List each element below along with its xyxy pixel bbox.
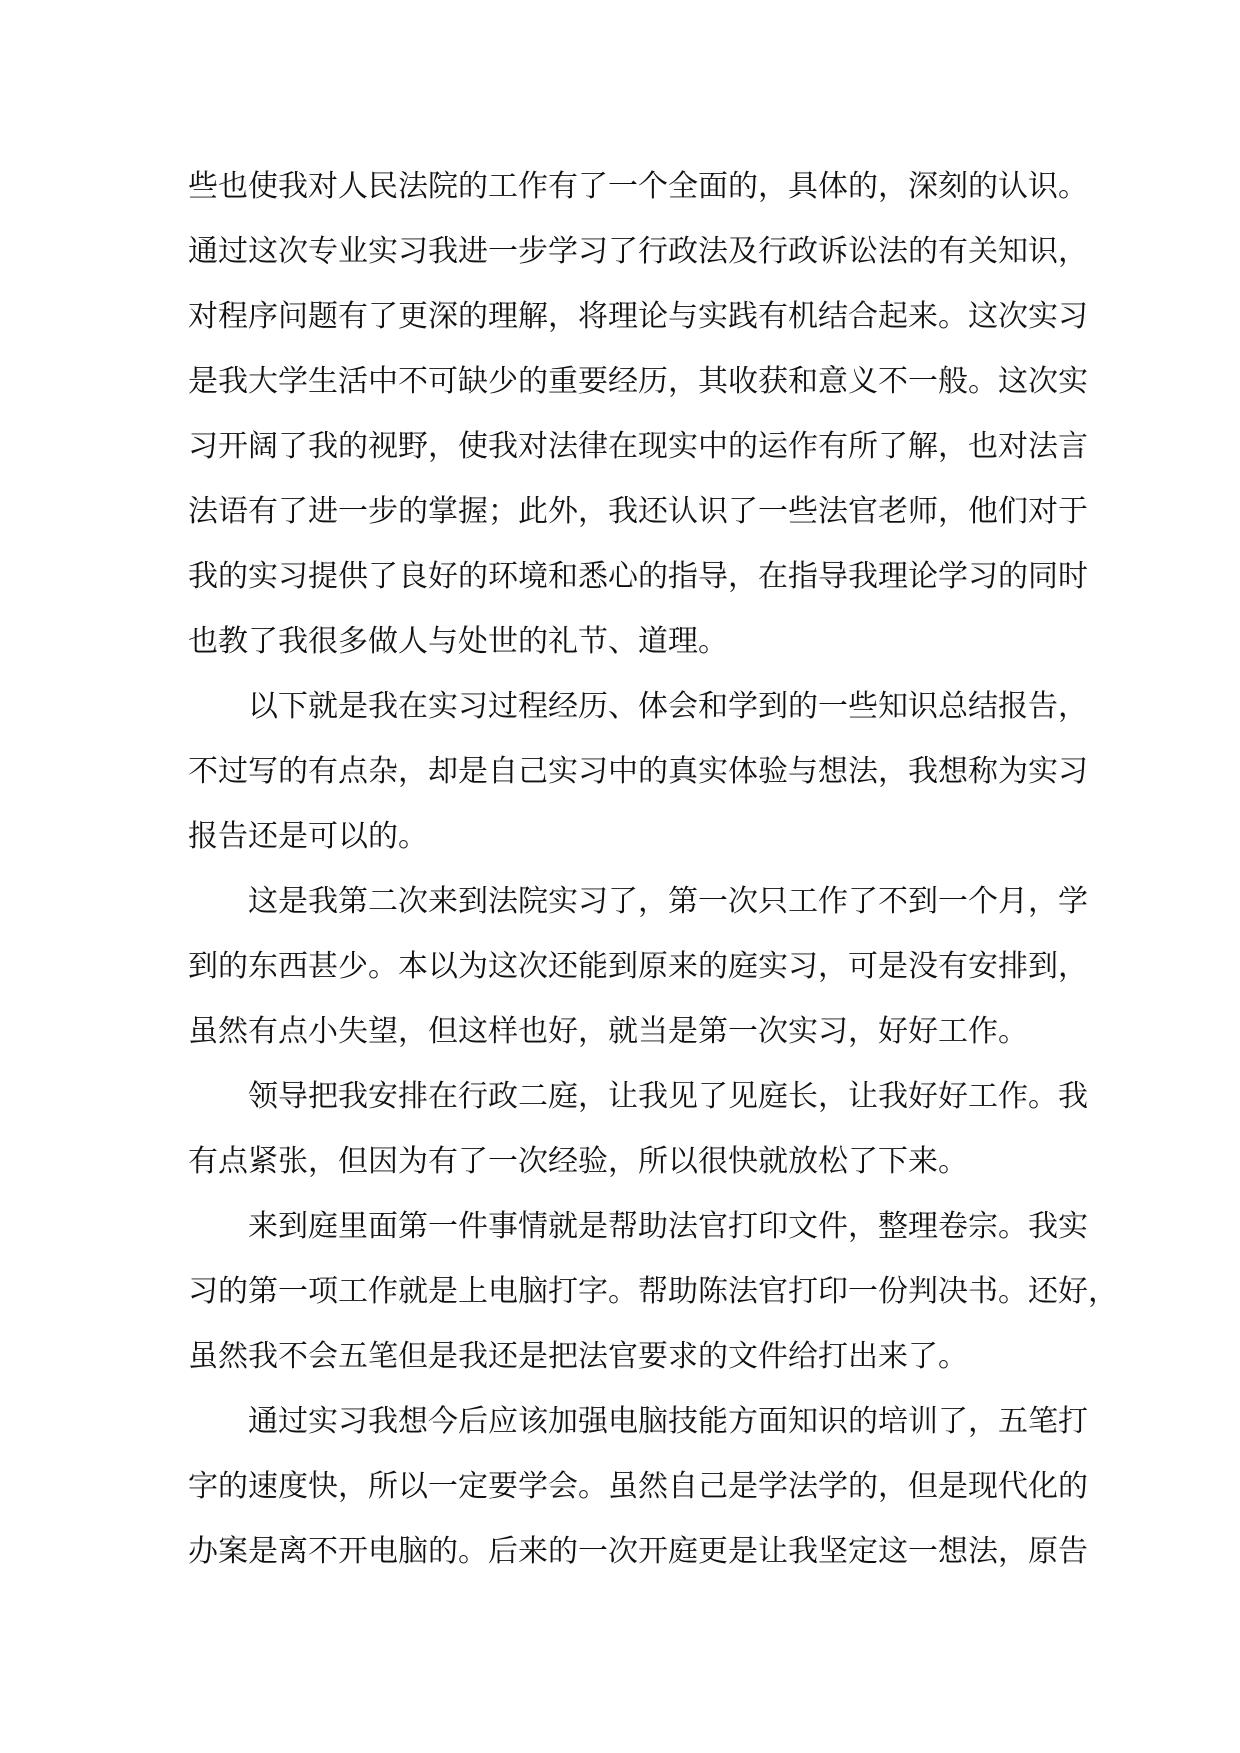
text-line: 字的速度快，所以一定要学会。虽然自己是学法学的，但是现代化的	[188, 1469, 1088, 1504]
text-line: 办案是离不开电脑的。后来的一次开庭更是让我坚定这一想法，原告	[188, 1534, 1088, 1569]
text-line: 到的东西甚少。本以为这次还能到原来的庭实习，可是没有安排到，	[188, 949, 1088, 984]
paragraph-first-line: 领导把我安排在行政二庭，让我见了见庭长，让我好好工作。我	[248, 1079, 1088, 1114]
text-line: 也教了我很多做人与处世的礼节、道理。	[188, 624, 728, 659]
paragraph-first-line: 来到庭里面第一件事情就是帮助法官打印文件，整理卷宗。我实	[248, 1209, 1088, 1244]
text-line: 虽然我不会五笔但是我还是把法官要求的文件给打出来了。	[188, 1339, 968, 1374]
text-line: 对程序问题有了更深的理解，将理论与实践有机结合起来。这次实习	[188, 299, 1088, 334]
text-line: 些也使我对人民法院的工作有了一个全面的，具体的，深刻的认识。	[188, 169, 1088, 204]
text-line: 报告还是可以的。	[188, 819, 428, 854]
paragraph-first-line: 以下就是我在实习过程经历、体会和学到的一些知识总结报告，	[248, 689, 1088, 724]
text-line: 有点紧张，但因为有了一次经验，所以很快就放松了下来。	[188, 1144, 968, 1179]
text-line: 我的实习提供了良好的环境和悉心的指导，在指导我理论学习的同时	[188, 559, 1088, 594]
text-line: 不过写的有点杂，却是自己实习中的真实体验与想法，我想称为实习	[188, 754, 1088, 789]
text-line: 通过这次专业实习我进一步学习了行政法及行政诉讼法的有关知识，	[188, 234, 1088, 269]
text-line: 习的第一项工作就是上电脑打字。帮助陈法官打印一份判决书。还好，	[188, 1274, 1118, 1309]
paragraph-first-line: 这是我第二次来到法院实习了，第一次只工作了不到一个月，学	[248, 884, 1088, 919]
text-line: 习开阔了我的视野，使我对法律在现实中的运作有所了解，也对法言	[188, 429, 1088, 464]
paragraph-first-line: 通过实习我想今后应该加强电脑技能方面知识的培训了，五笔打	[248, 1404, 1088, 1439]
body-text	[188, 154, 1118, 1584]
text-line: 是我大学生活中不可缺少的重要经历，其收获和意义不一般。这次实	[188, 364, 1088, 399]
text-line: 虽然有点小失望，但这样也好，就当是第一次实习，好好工作。	[188, 1014, 1028, 1049]
text-line: 法语有了进一步的掌握；此外，我还认识了一些法官老师，他们对于	[188, 494, 1088, 529]
